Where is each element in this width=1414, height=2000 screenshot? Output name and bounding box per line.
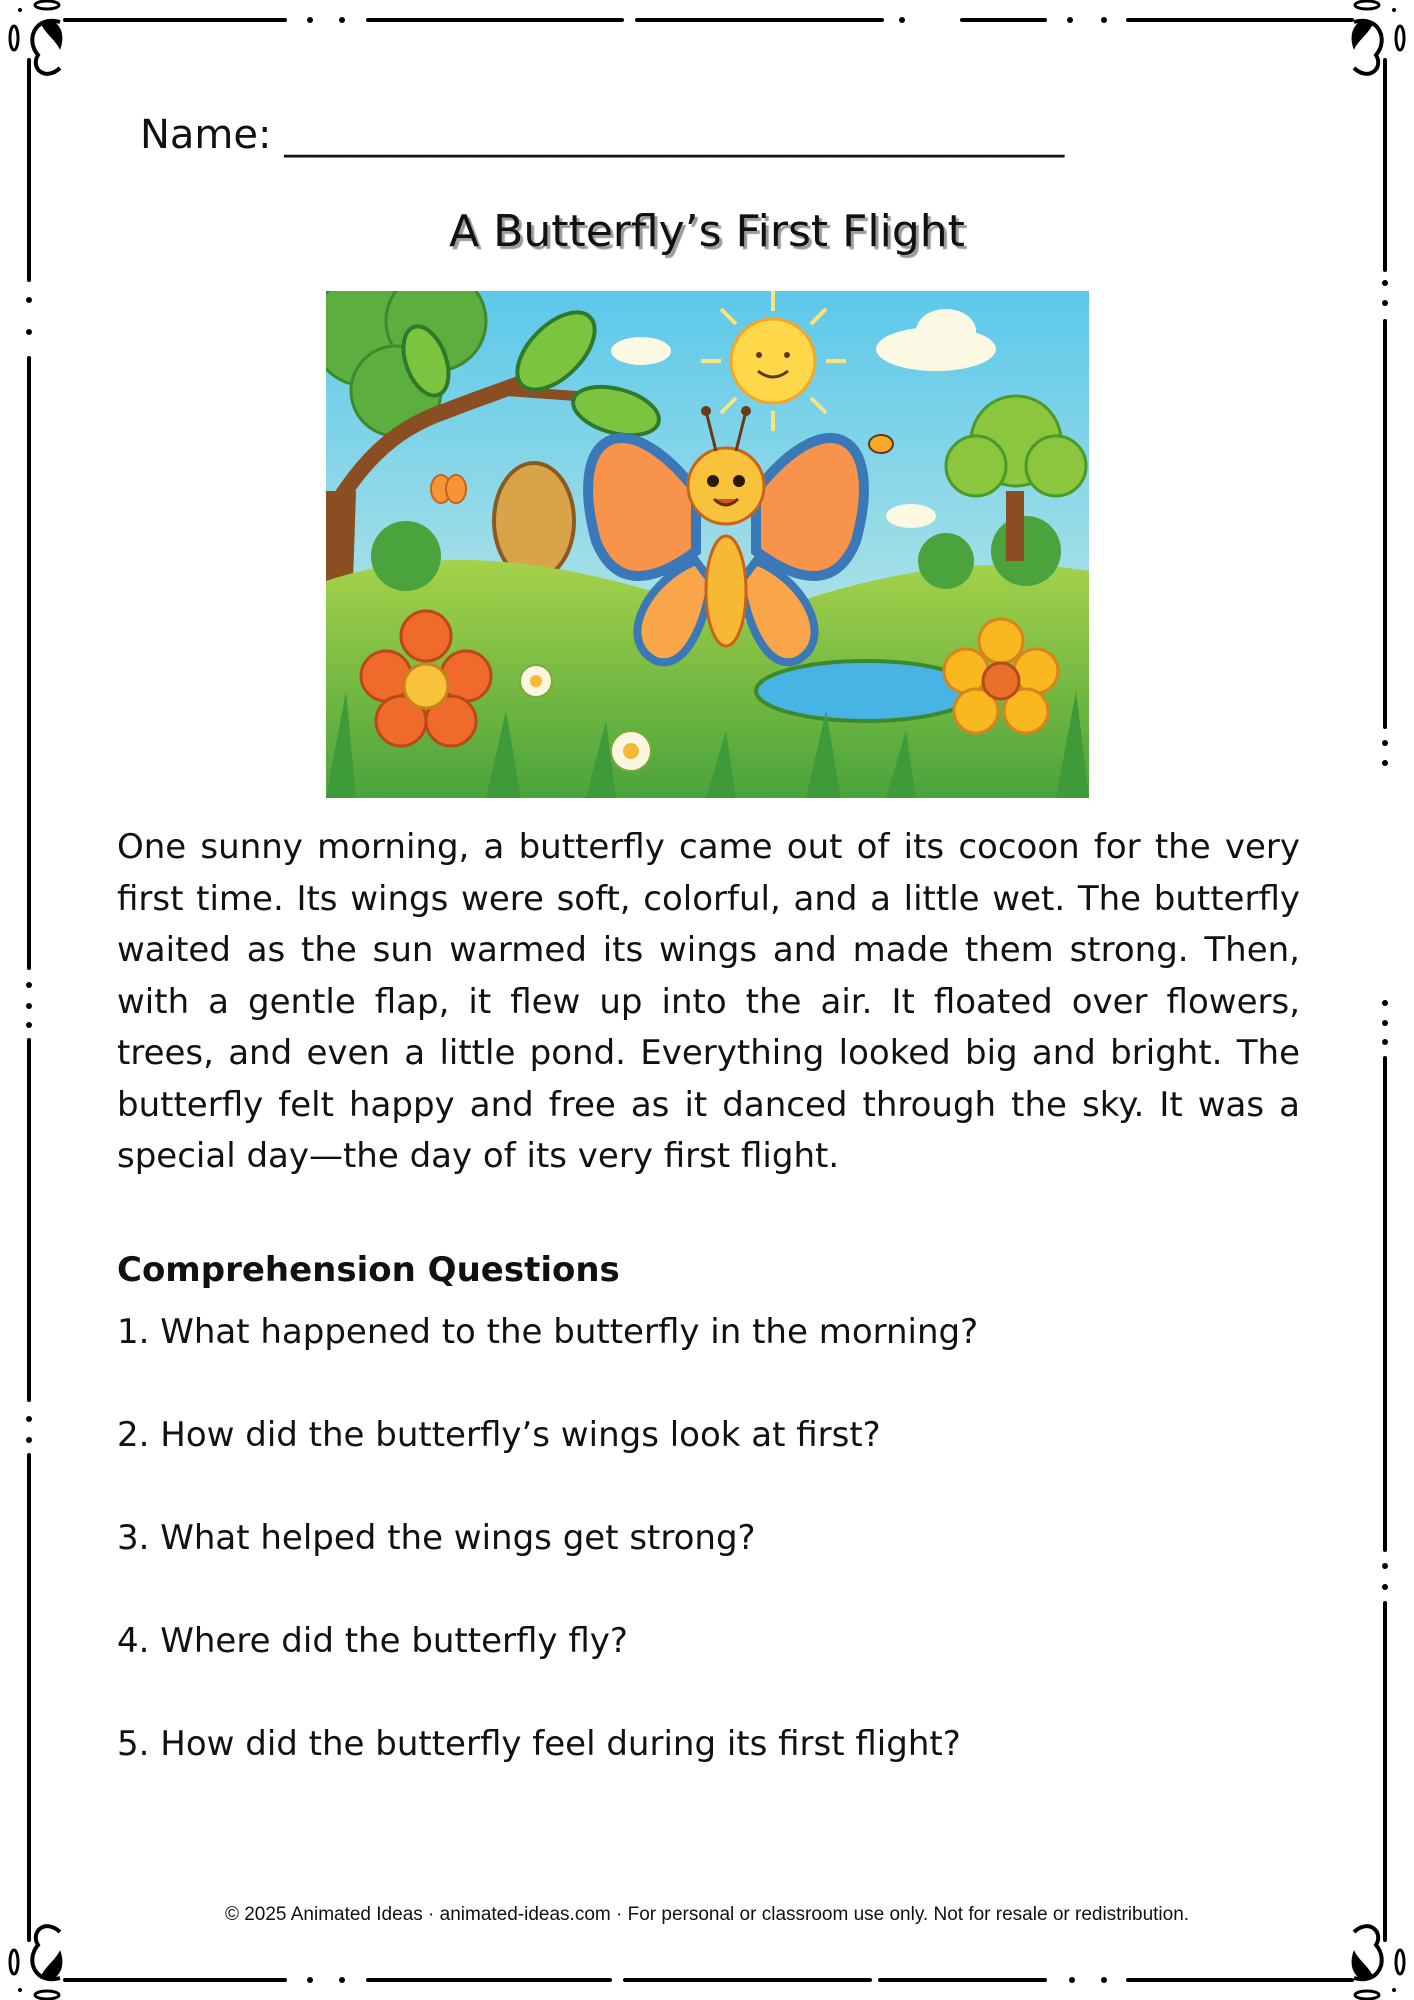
question-5: 5. How did the butterfly feel during its first flight? <box>117 1724 961 1764</box>
question-3: 3. What helped the wings get strong? <box>117 1518 756 1558</box>
name-field[interactable]: Name: _______________________________________ <box>140 112 1065 158</box>
question-1: 1. What happened to the butterfly in the morning? <box>117 1312 979 1352</box>
questions-heading: Comprehension Questions <box>117 1250 620 1290</box>
corner-flourish-icon <box>10 1 62 74</box>
story-illustration <box>326 291 1089 798</box>
worksheet-title: A Butterfly’s First Flight <box>449 206 965 257</box>
question-4: 4. Where did the butterfly fly? <box>117 1621 628 1661</box>
copyright-footer: © 2025 Animated Ideas · animated-ideas.com · For personal or classroom use only. Not for resale or redistribution. <box>224 1904 1190 1925</box>
question-2: 2. How did the butterfly’s wings look at first? <box>117 1415 881 1455</box>
story-paragraph: One sunny morning, a butterfly came out of its cocoon for the very first time. Its wings were soft, colorful, and a little wet. The butterfly waited as the sun warmed its wings and made them strong. Then, with a gentle flap, it flew up into the air. It floated over flowers, trees, and even a little pond. Everything looked big and bright. The butterfly felt happy and free as it danced through the sky. It was a special day—the day of its very first flight. <box>117 827 1300 1176</box>
